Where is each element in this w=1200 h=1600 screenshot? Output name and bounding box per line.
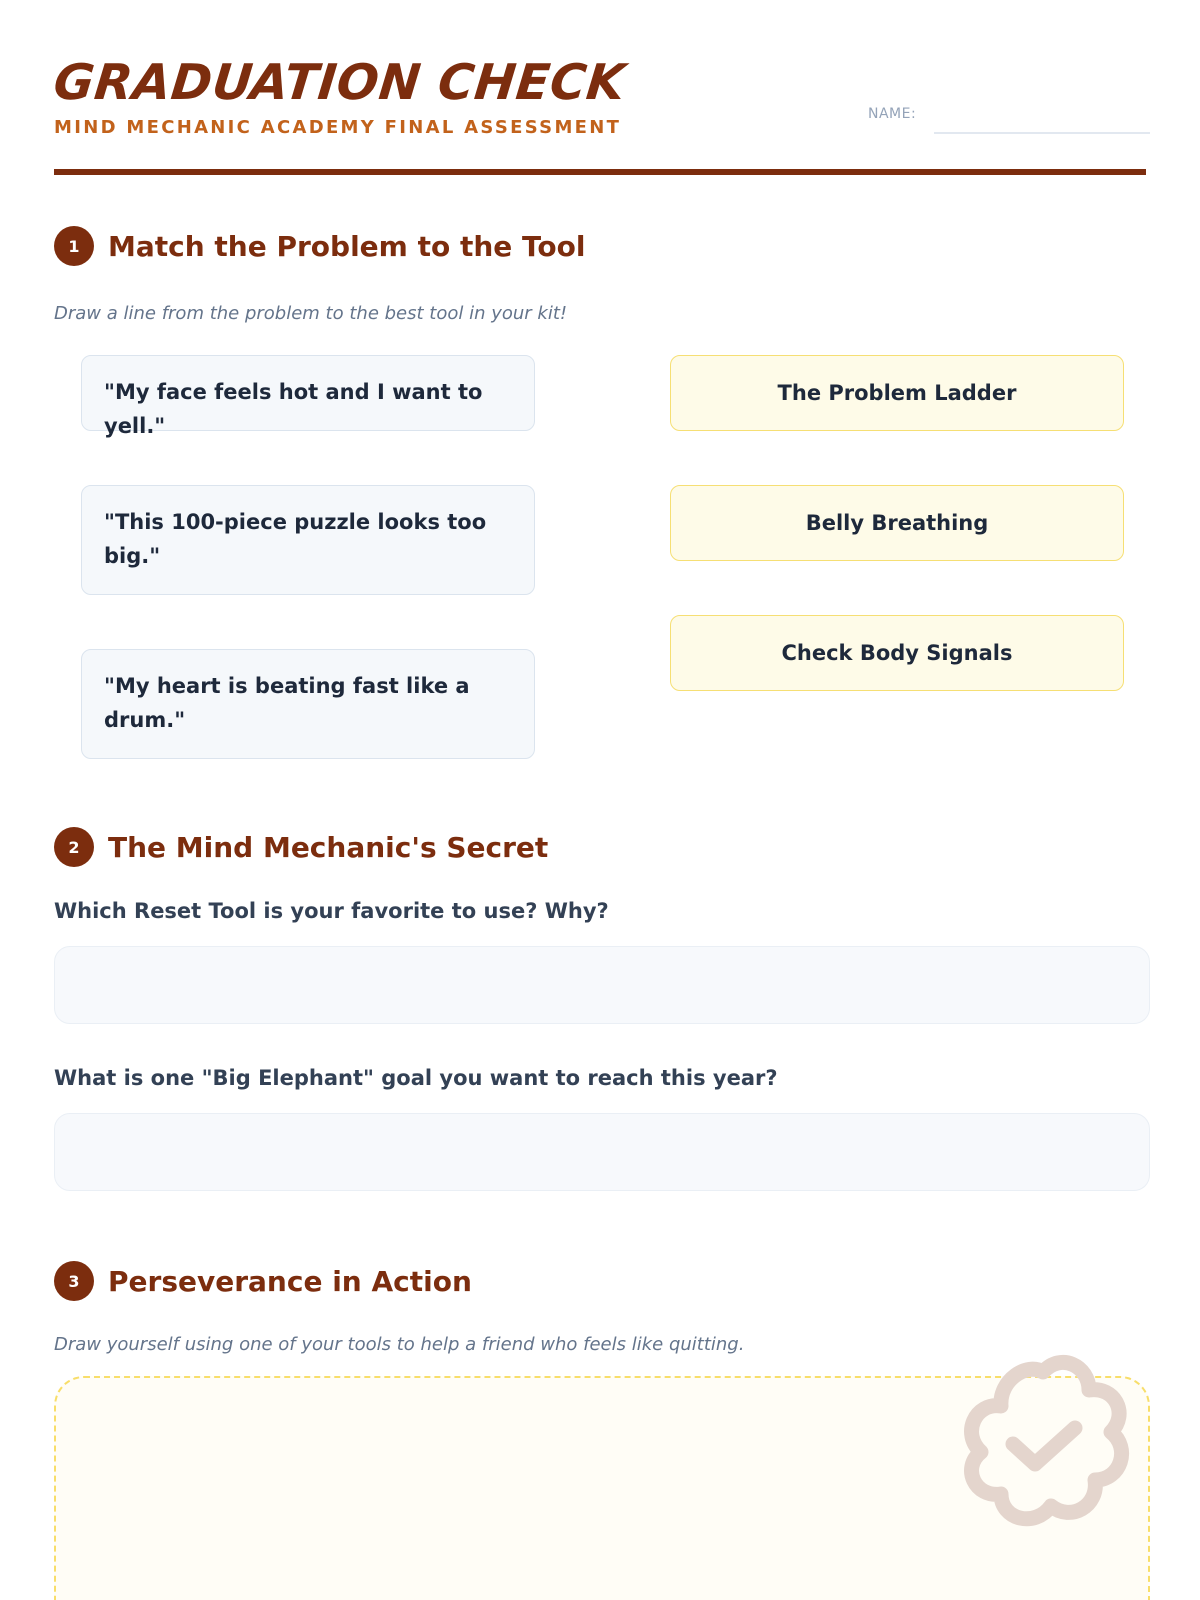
section-1-instructions: Draw a line from the problem to the best tool in your kit! — [54, 303, 568, 324]
section-number-badge: 2 — [54, 827, 94, 867]
tool-card[interactable]: The Problem Ladder — [670, 355, 1124, 431]
tool-card[interactable]: Check Body Signals — [670, 615, 1124, 691]
section-title: Match the Problem to the Tool — [108, 229, 586, 263]
section-title: The Mind Mechanic's Secret — [108, 830, 549, 864]
question-favorite-tool: Which Reset Tool is your favorite to use? Why? — [54, 899, 609, 923]
answer-field-big-elephant-goal[interactable] — [54, 1113, 1150, 1191]
section-3-instructions: Draw yourself using one of your tools to help a friend who feels like quitting. — [54, 1334, 745, 1355]
page-title: GRADUATION CHECK — [51, 54, 629, 111]
seal-checkmark-icon — [943, 1344, 1143, 1544]
worksheet-header — [51, 0, 1146, 175]
tool-card[interactable]: Belly Breathing — [670, 485, 1124, 561]
problem-card[interactable]: "This 100-piece puzzle looks too big." — [81, 485, 535, 595]
name-field[interactable] — [934, 132, 1150, 134]
page-subtitle: MIND MECHANIC ACADEMY FINAL ASSESSMENT — [54, 117, 622, 138]
problem-card[interactable]: "My face feels hot and I want to yell." — [81, 355, 535, 431]
question-big-elephant-goal: What is one "Big Elephant" goal you want to reach this year? — [54, 1066, 778, 1090]
answer-field-favorite-tool[interactable] — [54, 946, 1150, 1024]
section-2-heading — [54, 827, 548, 867]
section-title: Perseverance in Action — [108, 1264, 472, 1298]
section-number-badge: 3 — [54, 1261, 94, 1301]
section-1-heading — [54, 226, 585, 266]
problem-card[interactable]: "My heart is beating fast like a drum." — [81, 649, 535, 759]
section-number-badge: 1 — [54, 226, 94, 266]
section-3-heading — [54, 1261, 472, 1301]
name-label: NAME: — [868, 106, 917, 122]
